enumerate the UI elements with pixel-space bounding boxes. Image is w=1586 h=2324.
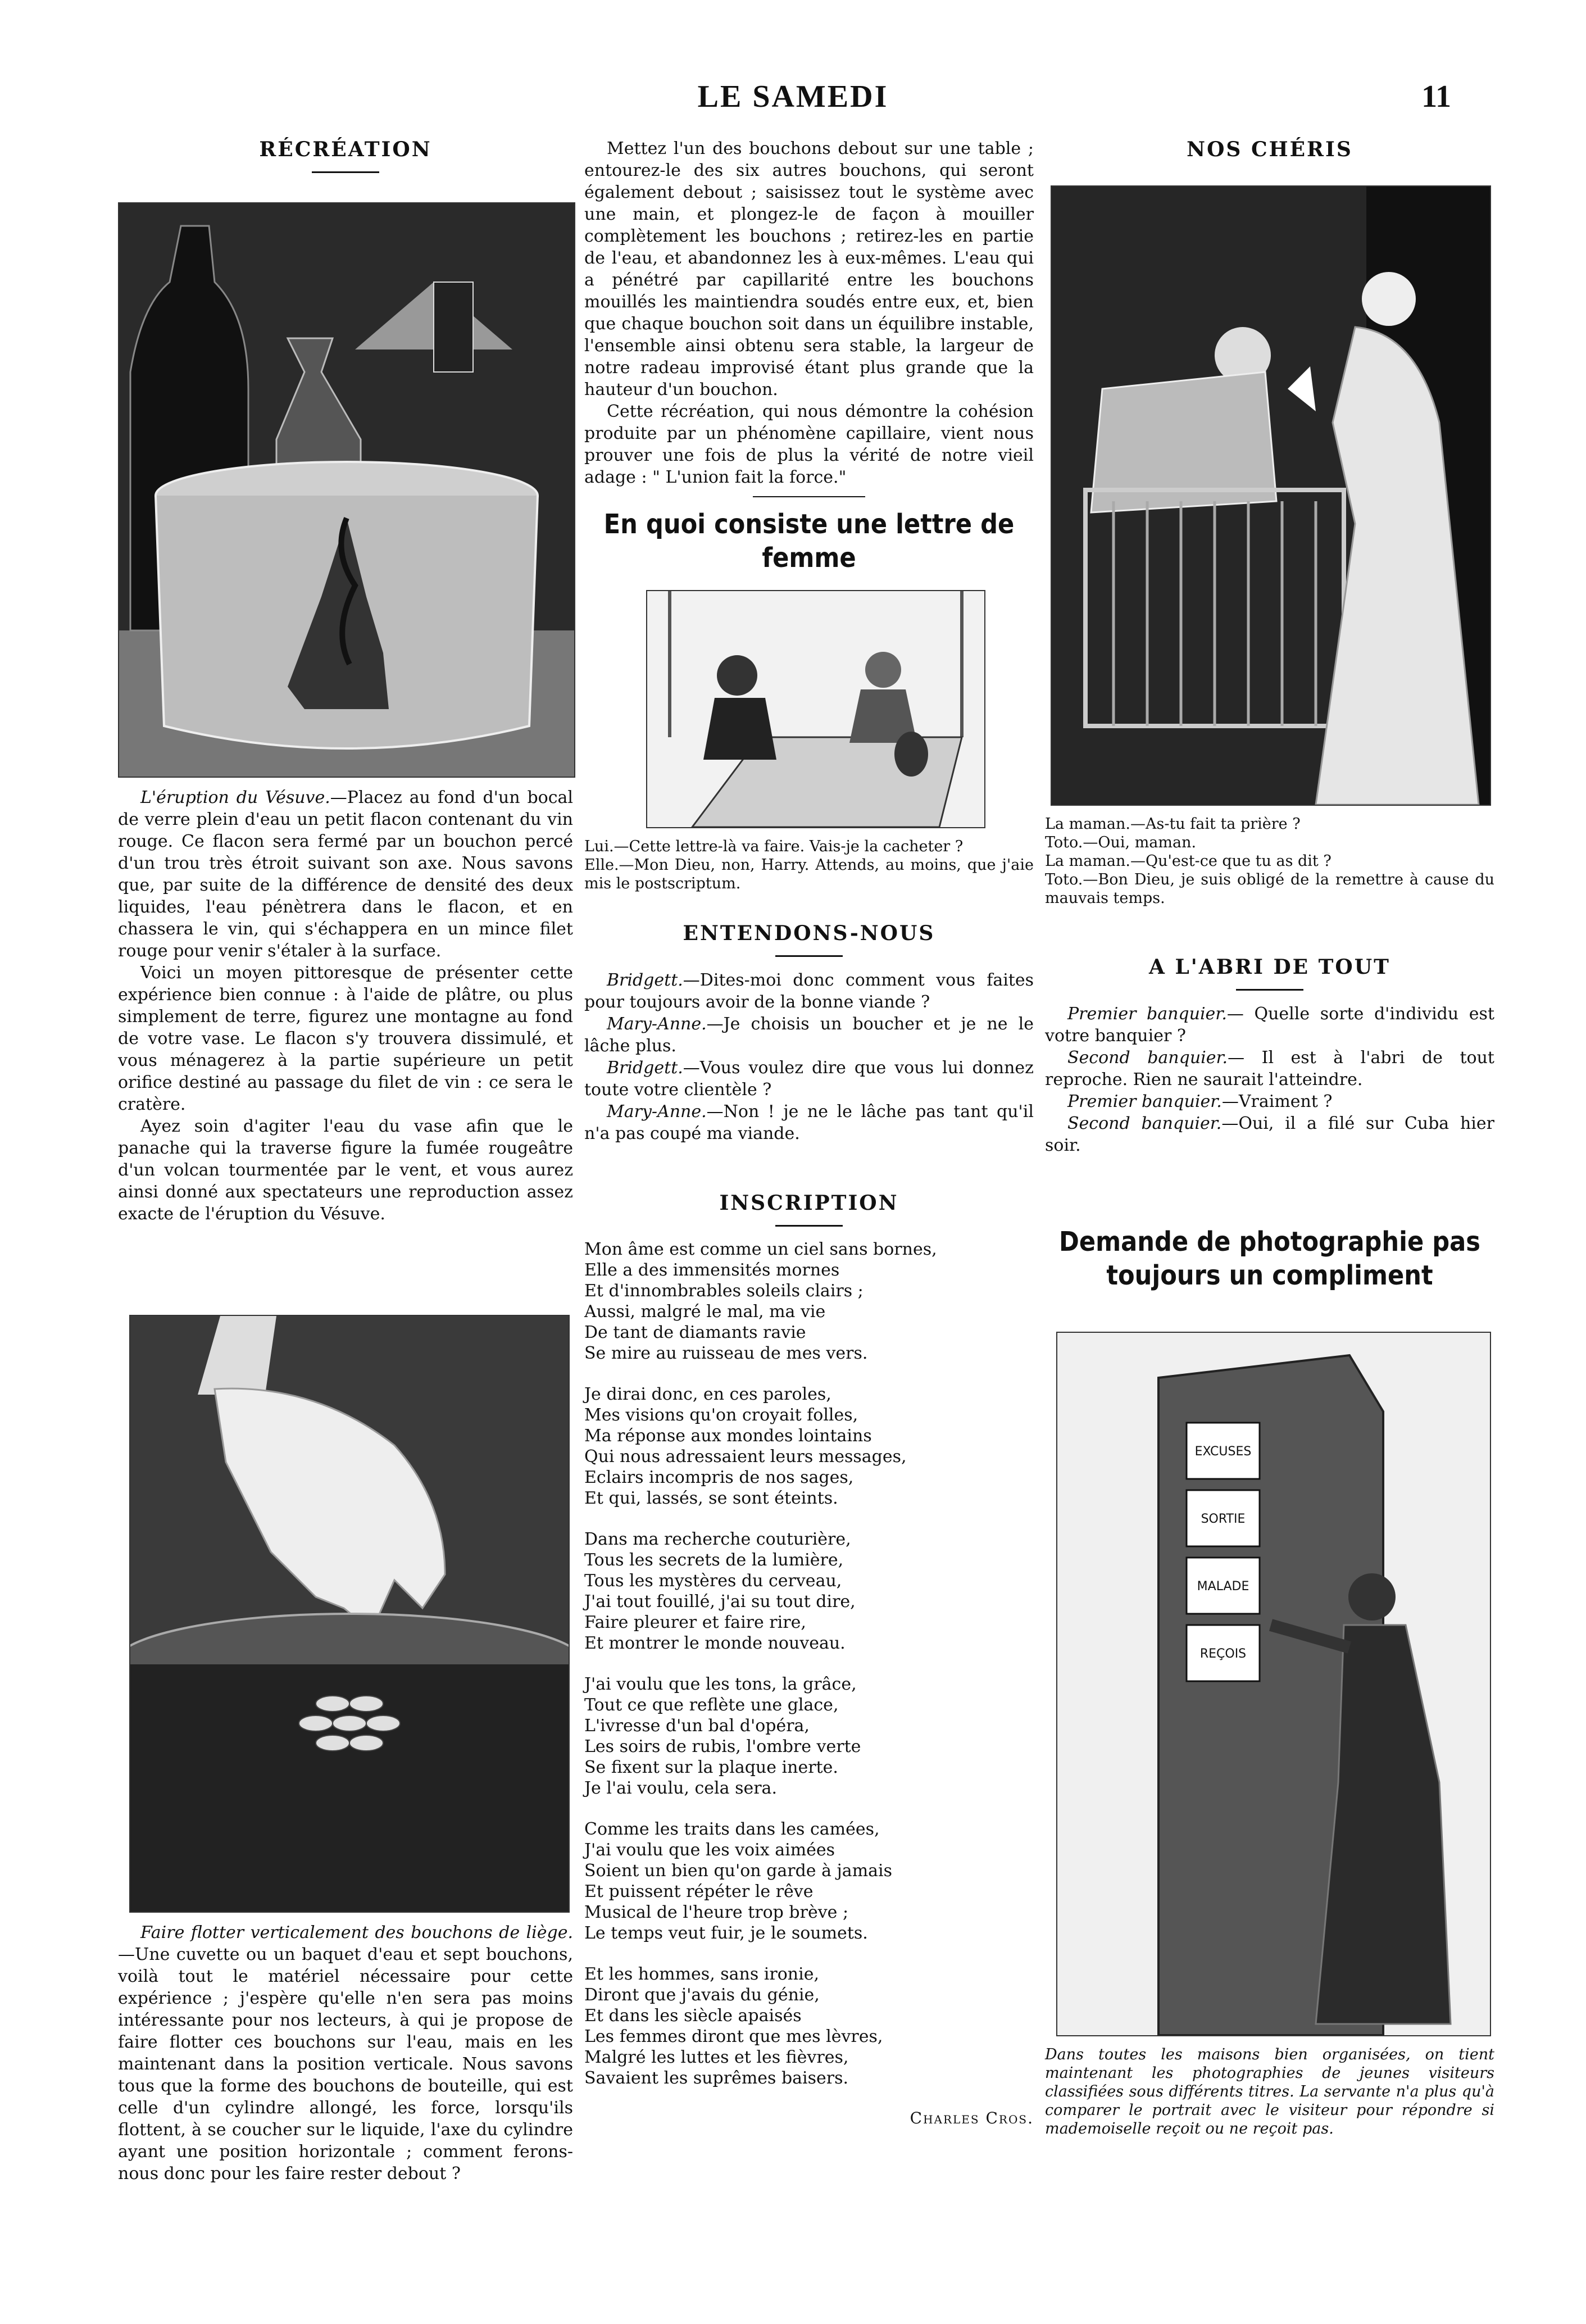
recreation-heading: RÉCRÉATION — [259, 138, 432, 161]
speaker: Bridgett. — [607, 1058, 683, 1078]
middle-column — [584, 138, 1034, 575]
poem-line: Qui nous adressaient leurs messages, — [584, 1447, 907, 1467]
poem-line: Mes visions qu'on croyait folles, — [584, 1405, 858, 1425]
page-number: 11 — [1421, 79, 1451, 114]
poem-line: J'ai voulu que les tons, la grâce, — [584, 1674, 857, 1694]
lettre-illustration — [646, 590, 985, 828]
dialogue-line: —Oui, il a filé sur Cuba hier soir. — [1045, 1114, 1494, 1155]
photo-illustration — [1056, 1332, 1491, 2036]
bouchons-article — [118, 1922, 573, 2185]
poem-line: Et qui, lassés, se sont éteints. — [584, 1488, 838, 1508]
poem-line: Tous les secrets de la lumière, — [584, 1550, 844, 1570]
poem-line: Dans ma recherche couturière, — [584, 1529, 851, 1549]
poem-line: Et les hommes, sans ironie, — [584, 1964, 820, 1984]
poem-line: Eclairs incompris de nos sages, — [584, 1468, 854, 1487]
poem-line: Comme les traits dans les camées, — [584, 1819, 880, 1839]
abri-section — [1045, 955, 1494, 1156]
entendons-section — [584, 922, 1034, 1145]
vesuve-paragraph-1: —Placez au fond d'un bocal de verre plein d'eau un petit flacon contenant du vin rouge. Ce flacon sera fermé par un bouchon percé d'un trou très étroit suivant son axe. Nous savons que, par suite de la différence de densité des deux liquides, l'eau pénètrera dans le flacon, et en chassera le vin, qui s'échappera en un mince filet rouge pour venir s'étaler à la surface. — [118, 788, 573, 961]
cheris-caption — [1045, 815, 1494, 907]
cheris-line-3: La maman.—Qu'est-ce que tu as dit ? — [1045, 852, 1331, 870]
speaker: Mary-Anne. — [607, 1102, 707, 1122]
poem-line: Diront que j'avais du génie, — [584, 1985, 820, 2005]
bouchons-paragraph-2: Mettez l'un des bouchons debout sur une table ; entourez-le des six autres bouchons, qui seront également debout ; saisissez tout le système avec une main, et plongez-le de façon à mouiller complètement les bouchons ; retirez-les en partie de l'eau, et abandonnez les à eux-mêmes. L'eau qui a pénétré par capillarité entre les bouchons mouillés les maintiendra soudés entre eux, et, bien que chaque bouchon soit dans un équilibre instable, l'ensemble ainsi obtenu sera stable, la largeur de notre radeau improvisé étant plus grande que la hauteur d'un bouchon. — [584, 139, 1034, 400]
poem-line: Je l'ai voulu, cela sera. — [584, 1778, 777, 1798]
cheris-illustration — [1051, 185, 1491, 806]
abri-heading: A L'ABRI DE TOUT — [1149, 955, 1390, 979]
dialogue-line: —Vous voulez dire que vous lui donnez toute votre clientèle ? — [584, 1058, 1034, 1100]
cheris-line-2: Toto.—Oui, maman. — [1045, 834, 1197, 851]
poem-line: Et puissent répéter le rêve — [584, 1882, 814, 1901]
poem-line: L'ivresse d'un bal d'opéra, — [584, 1716, 810, 1736]
lettre-line-2: Elle.—Mon Dieu, non, Harry. Attends, au moins, que j'aie mis le postscriptum. — [584, 856, 1034, 892]
poem-line: Les soirs de rubis, l'ombre verte — [584, 1737, 861, 1756]
poem-stanza — [584, 1964, 1034, 2089]
lettre-caption — [584, 837, 1034, 893]
inscription-poem — [584, 1239, 1034, 2089]
divider — [775, 1225, 843, 1227]
left-column — [118, 138, 573, 185]
inscription-section — [584, 1191, 1034, 2127]
poem-line: Se mire au ruisseau de mes vers. — [584, 1343, 868, 1363]
poem-line: J'ai tout fouillé, j'ai su tout dire, — [584, 1592, 856, 1612]
vesuve-paragraph-3: Ayez soin d'agiter l'eau du vase afin que le panache qui la traverse figure la fumée rougeâtre d'un volcan tourmentée par le vent, et vous aurez ainsi donné aux spectateurs une reproduction assez exacte de l'éruption du Vésuve. — [118, 1116, 573, 1224]
poem-line: J'ai voulu que les voix aimées — [584, 1840, 835, 1860]
speaker: Premier banquier. — [1067, 1004, 1227, 1024]
poem-line: De tant de diamants ravie — [584, 1323, 806, 1342]
divider — [312, 171, 379, 173]
photo-heading: Demande de photographie pas toujours un compliment — [1058, 1226, 1481, 1291]
divider — [1236, 989, 1303, 991]
poem-stanza — [584, 1239, 1034, 1364]
dialogue-line: —Je choisis un boucher et je ne le lâche plus. — [584, 1014, 1034, 1056]
poem-line: Ma réponse aux mondes lointains — [584, 1426, 872, 1446]
photo-caption-text: Dans toutes les maisons bien organisées, on tient maintenant les photographies de jeunes visiteurs classifiées sous différents titres. La servante n'a plus qu'à comparer le portrait avec le visiteur pour répondre si mademoiselle reçoit ou ne reçoit pas. — [1045, 2046, 1494, 2137]
poem-line: Le temps veut fuir, je le soumets. — [584, 1923, 868, 1943]
inscription-heading: INSCRIPTION — [719, 1191, 899, 1215]
poem-line: Et d'innombrables soleils clairs ; — [584, 1281, 864, 1301]
vesuve-article — [118, 787, 573, 1225]
sign-malade: MALADE — [1197, 1579, 1249, 1594]
bouchons-illustration — [129, 1315, 570, 1913]
bouchons-paragraph-3: Cette récréation, qui nous démontre la cohésion produite par un phénomène capillaire, vient nous prouver une fois de plus la vérité de notre vieil adage : " L'union fait la force." — [584, 402, 1034, 487]
speaker: Second banquier. — [1067, 1114, 1222, 1133]
speaker: Mary-Anne. — [607, 1014, 707, 1034]
poem-line: Se fixent sur la plaque inerte. — [584, 1758, 838, 1777]
speaker: Second banquier. — [1067, 1048, 1228, 1068]
entendons-heading: ENTENDONS-NOUS — [683, 922, 935, 945]
poem-stanza — [584, 1819, 1034, 1944]
poem-stanza — [584, 1529, 1034, 1654]
cheris-heading: NOS CHÉRIS — [1187, 138, 1353, 161]
lettre-line-1: Lui.—Cette lettre-là va faire. Vais-je la cacheter ? — [584, 838, 964, 855]
poem-line: Tout ce que reflète une glace, — [584, 1695, 839, 1715]
poem-line: Malgré les luttes et les fièvres, — [584, 2048, 849, 2067]
lettre-heading: En quoi consiste une lettre de femme — [603, 509, 1015, 574]
poem-line: Aussi, malgré le mal, ma vie — [584, 1302, 826, 1322]
sign-excuses: EXCUSES — [1194, 1445, 1252, 1459]
poem-line: Savaient les suprêmes baisers. — [584, 2068, 849, 2088]
photo-section — [1045, 1225, 1494, 1292]
poem-line: Mon âme est comme un ciel sans bornes, — [584, 1240, 937, 1259]
newspaper-title: LE SAMEDI — [697, 79, 889, 114]
dialogue-line: — Il est à l'abri de tout reproche. Rien ne saurait l'atteindre. — [1045, 1048, 1494, 1090]
masthead — [0, 79, 1586, 124]
vesuve-lead: L'éruption du Vésuve. — [140, 788, 330, 807]
poem-line: Les femmes diront que mes lèvres, — [584, 2027, 883, 2046]
divider — [775, 955, 843, 957]
poem-line: Et dans les siècle apaisés — [584, 2006, 802, 2026]
dialogue-line: — Quelle sorte d'individu est votre banquier ? — [1045, 1004, 1494, 1046]
poem-line: Soient un bien qu'on garde à jamais — [584, 1861, 893, 1881]
speaker: Bridgett. — [607, 970, 683, 990]
inscription-signature: Charles Cros. — [910, 2109, 1034, 2127]
poem-line: Elle a des immensités mornes — [584, 1260, 840, 1280]
poem-line: Musical de l'heure trop brève ; — [584, 1903, 849, 1922]
poem-stanza — [584, 1384, 1034, 1509]
poem-stanza — [584, 1674, 1034, 1799]
right-column — [1045, 138, 1494, 161]
photo-caption — [1045, 2045, 1494, 2138]
poem-line: Et montrer le monde nouveau. — [584, 1633, 846, 1653]
poem-line: Faire pleurer et faire rire, — [584, 1613, 806, 1632]
vesuve-illustration — [118, 202, 575, 778]
bouchons-paragraph-1: —Une cuvette ou un baquet d'eau et sept bouchons, voilà tout le matériel nécessaire pour cette expérience ; j'espère qu'elle n'en sera pas moins intéressante pour nos lecteurs, à qui je propose de faire flotter ces bouchons sur l'eau, mais en les maintenant dans la position verticale. Nous savons tous que la forme des bouchons de bouteille, qui est celle d'un cylindre allongé, les force, lorsqu'ils flottent, à se coucher sur le liquide, l'axe du cylindre ayant une position horizontale ; comment ferons-nous donc pour les faire rester debout ? — [118, 1945, 573, 2184]
divider — [753, 496, 865, 497]
cheris-line-4: Toto.—Bon Dieu, je suis obligé de la remettre à cause du mauvais temps. — [1045, 871, 1494, 907]
dialogue-line: —Non ! je ne le lâche pas tant qu'il n'a pas coupé ma viande. — [584, 1102, 1034, 1143]
poem-line: Je dirai donc, en ces paroles, — [584, 1385, 831, 1404]
sign-sortie: SORTIE — [1201, 1512, 1246, 1526]
dialogue-line: —Vraiment ? — [1221, 1092, 1333, 1111]
bouchons-lead: Faire flotter verticalement des bouchons de liège. — [140, 1923, 573, 1942]
sign-recois: REÇOIS — [1199, 1647, 1247, 1661]
speaker: Premier banquier. — [1067, 1092, 1222, 1111]
cheris-line-1: La maman.—As-tu fait ta prière ? — [1045, 815, 1301, 833]
dialogue-line: —Dites-moi donc comment vous faites pour toujours avoir de la bonne viande ? — [584, 970, 1034, 1012]
vesuve-paragraph-2: Voici un moyen pittoresque de présenter cette expérience bien connue : à l'aide de plâtre, ou plus simplement de terre, figurez une montagne au fond de votre vase. Le flacon s'y trouvera dissimulé, et vous ménagerez à la partie supérieure un petit orifice destiné au passage du filet de vin : ce sera le cratère. — [118, 963, 573, 1114]
poem-line: Tous les mystères du cerveau, — [584, 1571, 842, 1591]
